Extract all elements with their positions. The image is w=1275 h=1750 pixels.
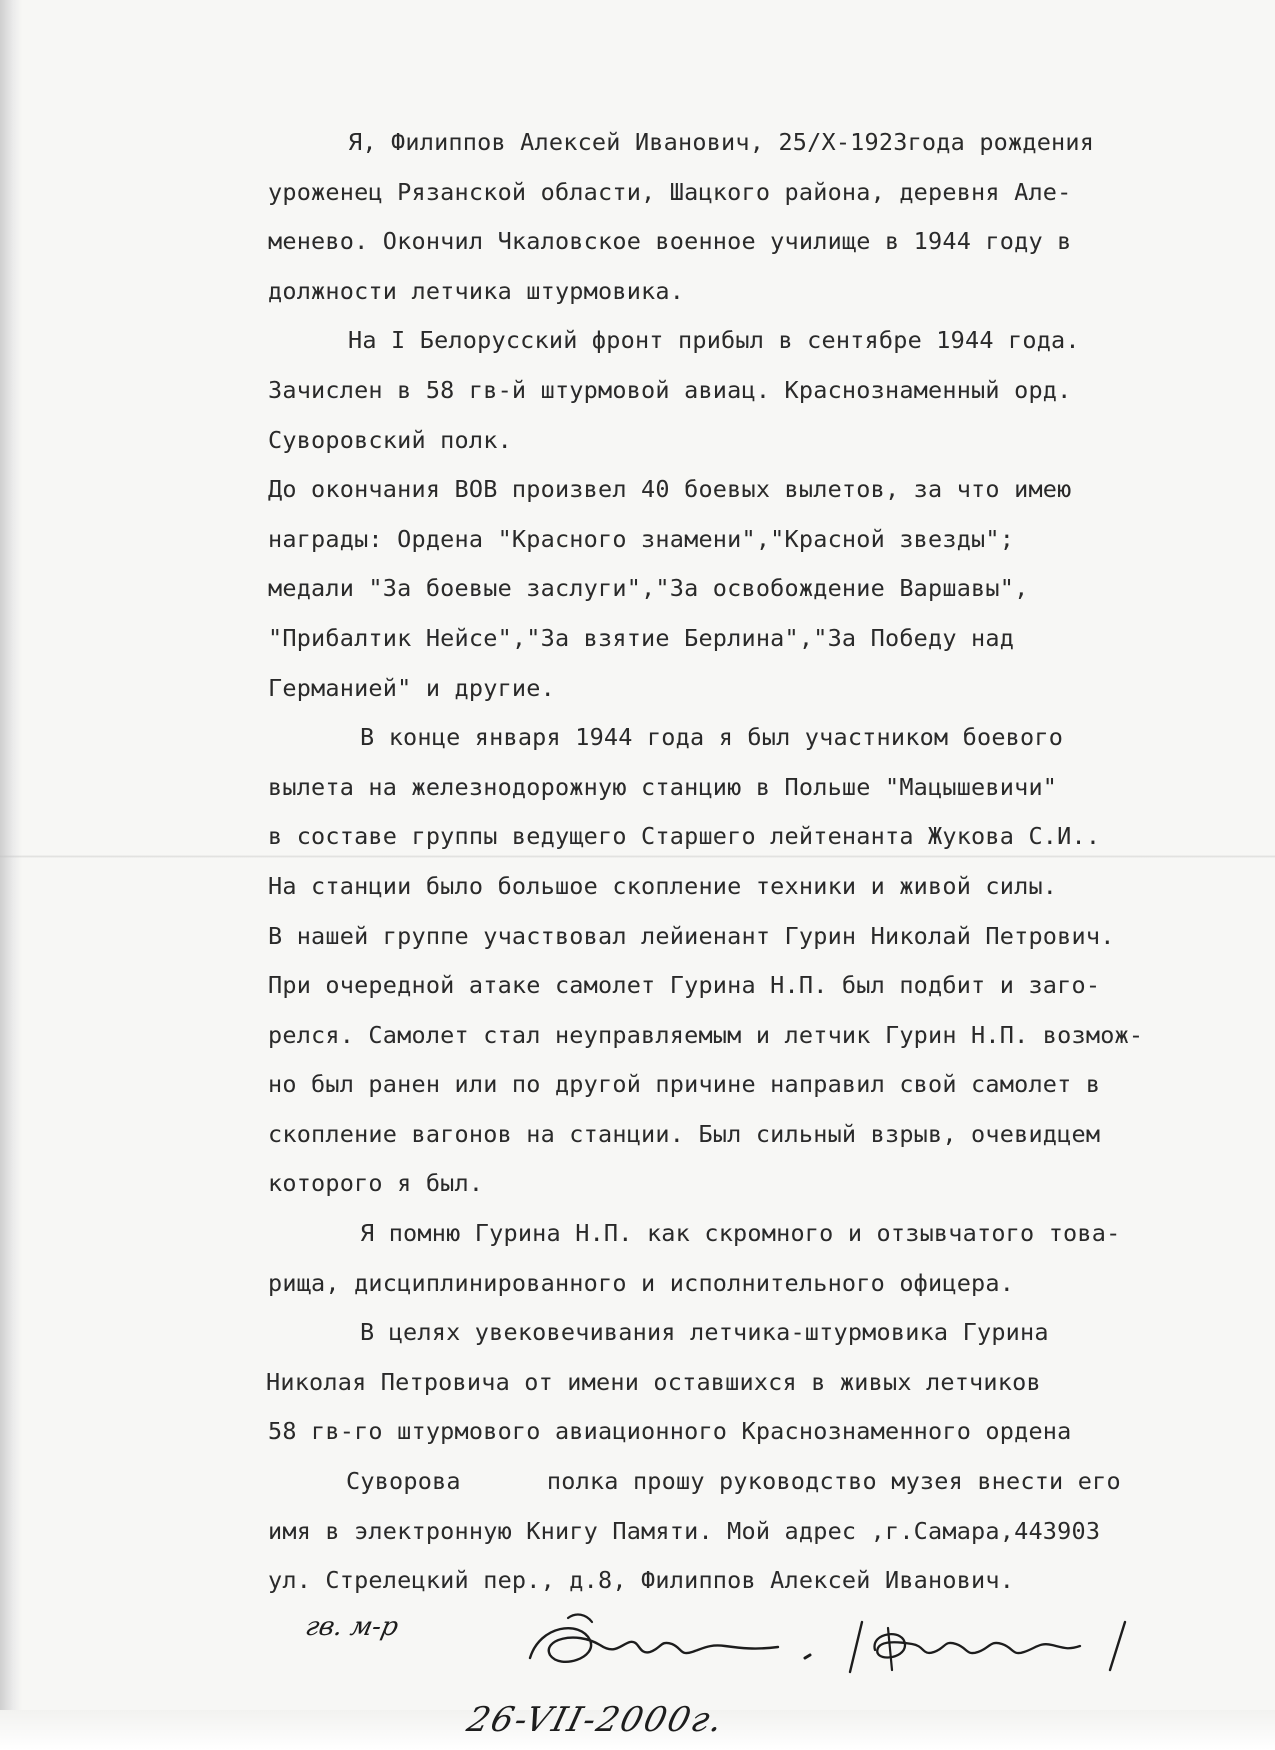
signature-rank: гв. м-р	[302, 1612, 401, 1642]
letter-line: в составе группы ведущего Старшего лейтенанта Жукова С.И..	[268, 822, 1101, 851]
letter-body	[268, 118, 1228, 1606]
letter-line: рища, дисциплинированного и исполнительного офицера.	[268, 1268, 1015, 1297]
letter-line: имя в электронную Книгу Памяти. Мой адрес ,г.Самара,443903	[268, 1516, 1101, 1545]
letter-line: В конце января 1944 года я был участником боевого	[360, 723, 1064, 752]
letter-line: В нашей группе участвовал лейиенант Гурин Николай Петрович.	[268, 921, 1115, 950]
letter-line: медали "За боевые заслуги","За освобождение Варшавы",	[268, 574, 1029, 603]
letter-line: Я, Филиппов Алексей Иванович, 25/X-1923года рождения	[348, 128, 1095, 156]
letter-line: На станции было большое скопление техники и живой силы.	[268, 871, 1058, 900]
letter-line: Суворовский полк.	[268, 425, 512, 454]
scan-left-edge	[0, 0, 22, 1750]
letter-line: На I Белорусский фронт прибыл в сентябре 1944 года.	[348, 326, 1080, 355]
letter-line: Зачислен в 58 гв-й штурмовой авиац. Краснознаменный орд.	[268, 375, 1072, 404]
letter-line: "Прибалтик Нейсе","За взятие Берлина","За Победу над	[268, 623, 1015, 652]
letter-line: должности летчика штурмовика.	[268, 276, 685, 305]
letter-line: которого я был.	[268, 1169, 484, 1198]
letter-line: Николая Петровича от имени оставшихся в живых летчиков	[266, 1367, 1041, 1396]
letter-line: менево. Окончил Чкаловское военное училище в 1944 году в	[268, 227, 1072, 256]
letter-line: 58 гв-го штурмового авиационного Краснознаменного ордена	[268, 1417, 1072, 1446]
letter-line: Суворова полка прошу руководство музея внести его	[346, 1467, 1121, 1496]
letter-line: награды: Ордена "Красного знамени","Красной звезды";	[268, 524, 1015, 553]
letter-line: В целях увековечивания летчика-штурмовика Гурина	[360, 1318, 1049, 1347]
letter-line: При очередной атаке самолет Гурина Н.П. был подбит и заго-	[268, 971, 1101, 1000]
letter-line: Германией" и другие.	[268, 673, 555, 702]
letter-line: Я помню Гурина Н.П. как скромного и отзывчатого това-	[360, 1219, 1121, 1248]
letter-line: уроженец Рязанской области, Шацкого района, деревня Але-	[268, 177, 1072, 206]
letter-line: ул. Стрелецкий пер., д.8, Филиппов Алексей Иванович.	[268, 1566, 1015, 1595]
letter-line: До окончания ВОВ произвел 40 боевых вылетов, за что имею	[268, 475, 1072, 504]
signature-block	[300, 1600, 1200, 1740]
letter-line: вылета на железнодорожную станцию в Польше "Мацышевичи"	[268, 772, 1058, 801]
handwritten-signature	[520, 1600, 1140, 1690]
letter-line: скопление вагонов на станции. Был сильный взрыв, очевидцем	[268, 1119, 1101, 1148]
signature-date: 26-VII-2000г.	[463, 1700, 729, 1740]
letter-line: но был ранен или по другой причине направил свой самолет в	[268, 1070, 1101, 1099]
letter-line: релся. Самолет стал неуправляемым и летчик Гурин Н.П. возмож-	[268, 1020, 1144, 1049]
